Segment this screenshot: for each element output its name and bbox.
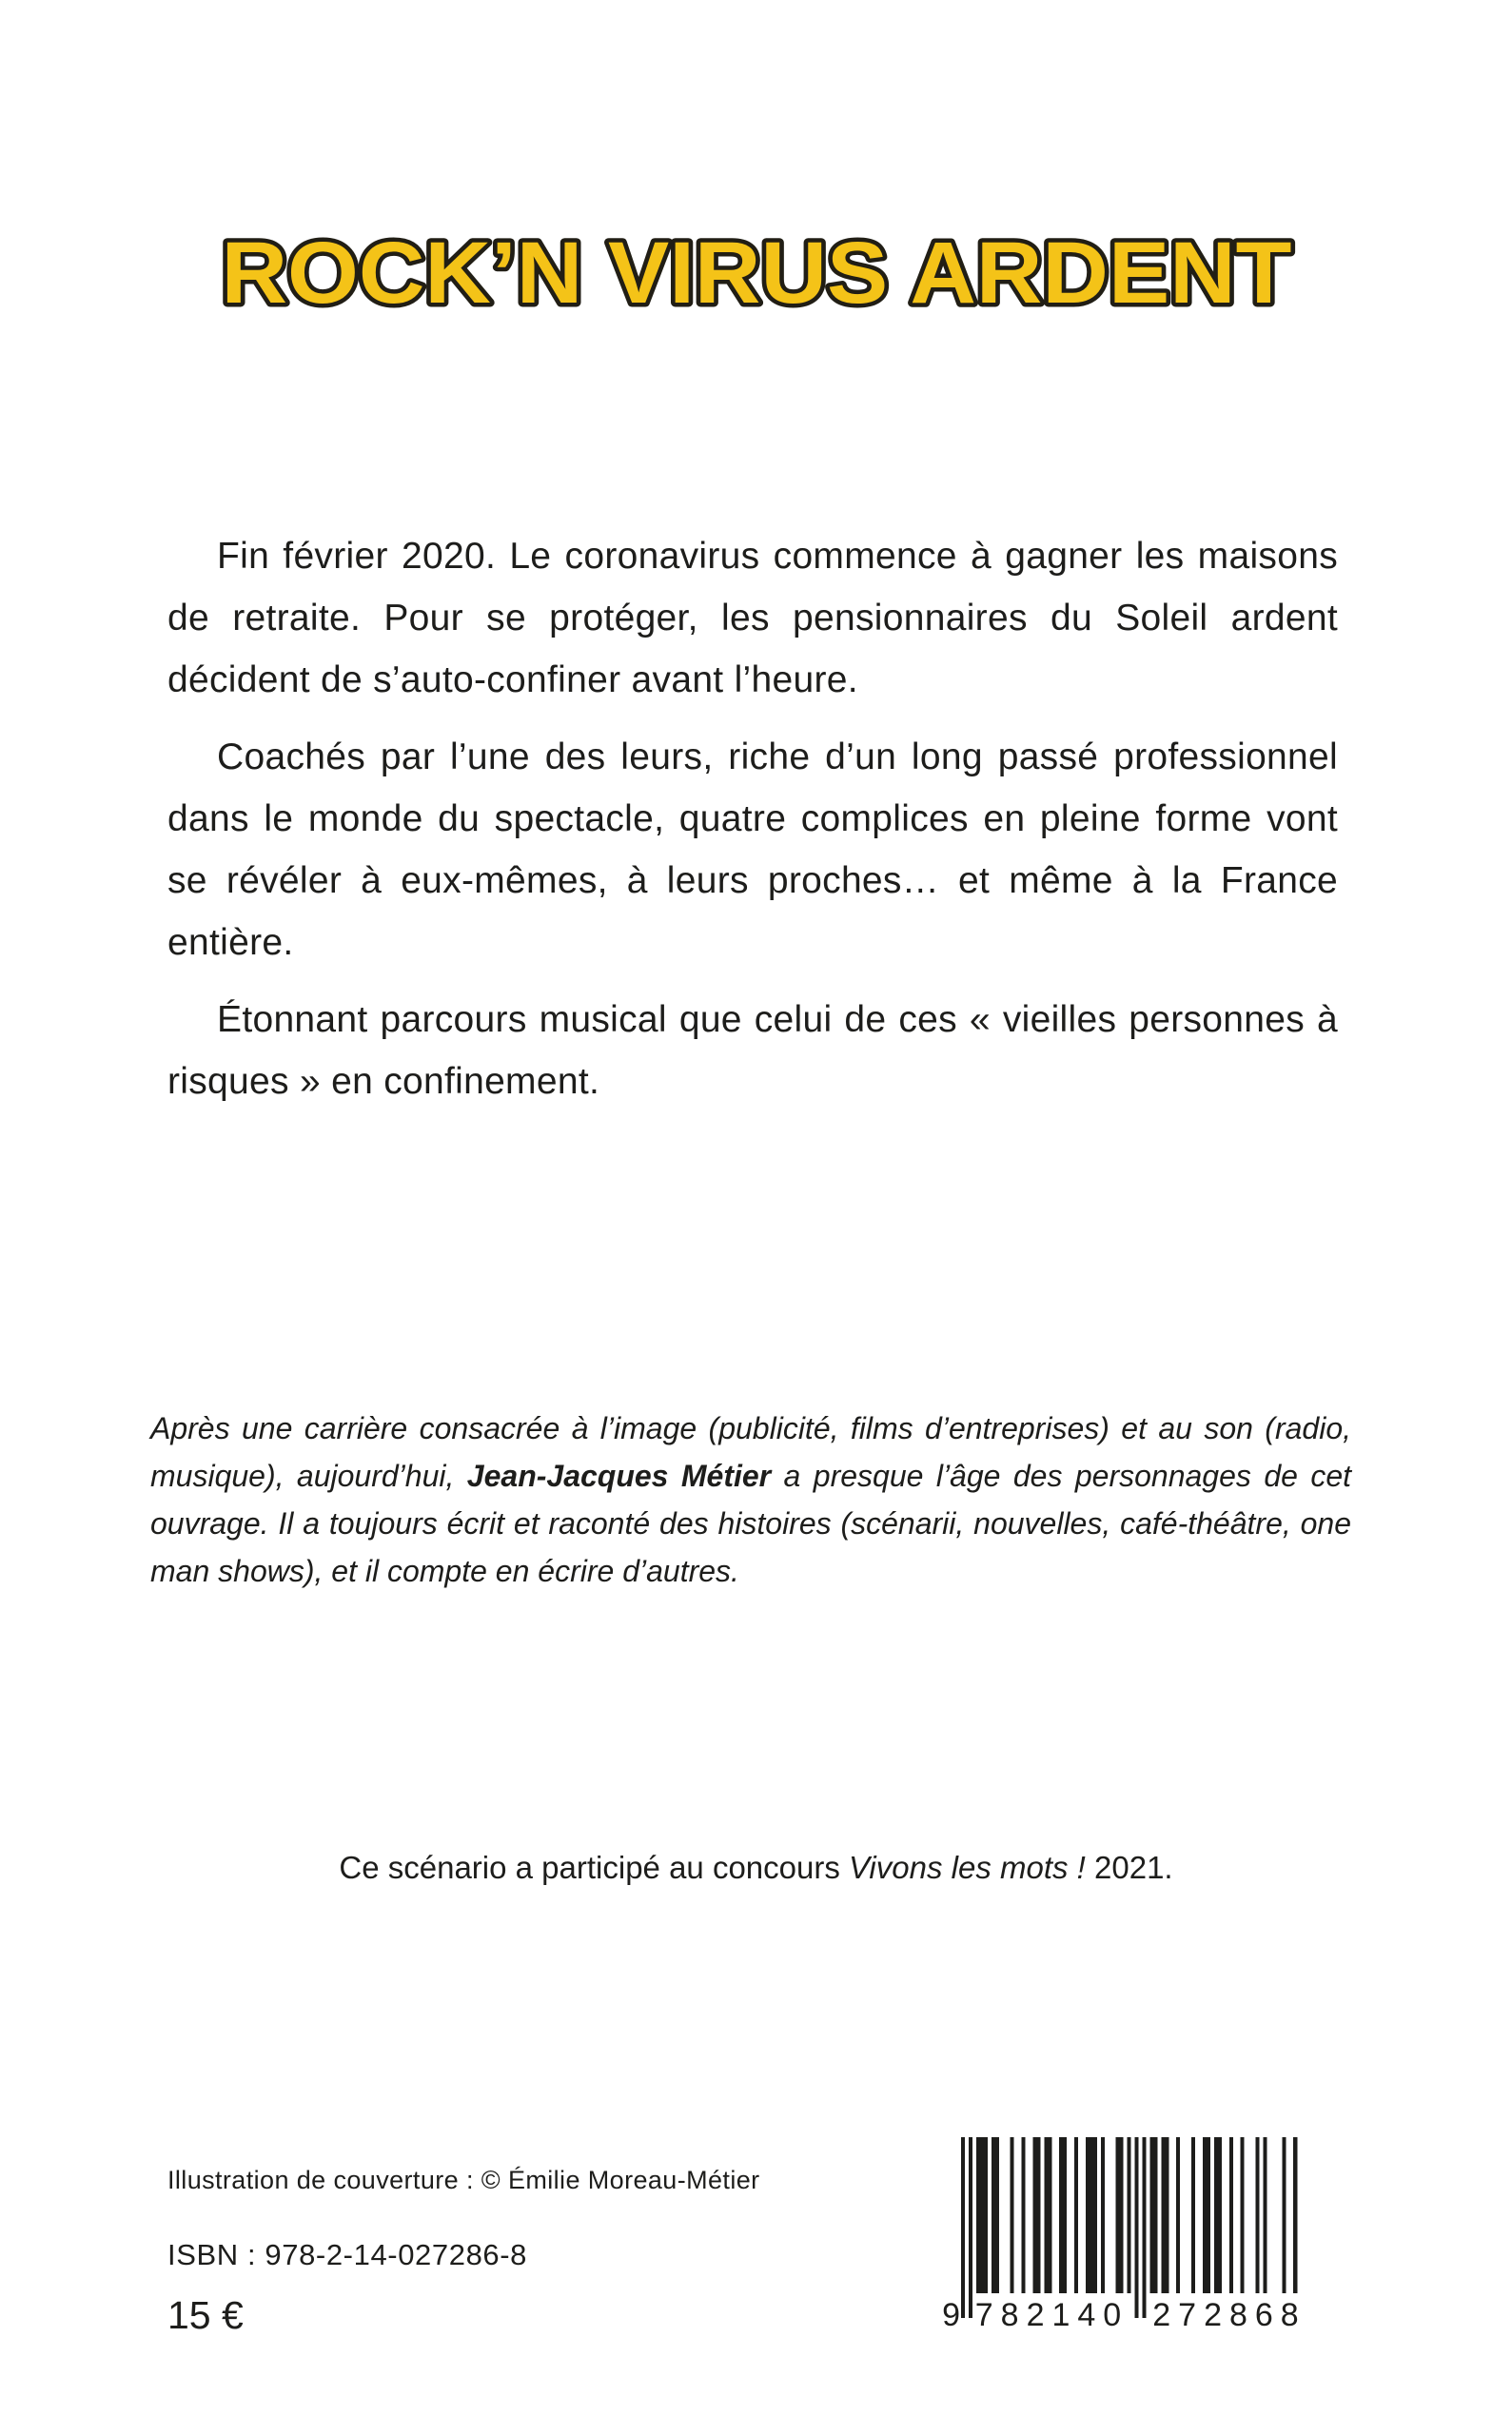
contest-text-before: Ce scénario a participé au concours [339,1850,850,1885]
barcode-bars [961,2137,1320,2318]
barcode [928,2137,1323,2339]
price-text: 15 € [167,2293,244,2337]
isbn-text: ISBN : 978-2-14-027286-8 [167,2238,528,2271]
barcode-digits-right: 272868 [1149,2293,1309,2337]
barcode-digits-left: 782140 [972,2293,1131,2337]
illustration-credit: Illustration de couverture : © Émilie Moreau-Métier [167,2166,760,2194]
synopsis-paragraph-3: Étonnant parcours musical que celui de ces « vieilles personnes à risques » en confinement. [167,999,1338,1102]
contest-note [0,1850,1512,1886]
bio-text-before: Après une carrière consacrée à l’image (publicité, films d’entreprises) et au son (radio, musique), aujourd’hui, [150,1411,1351,1493]
bio-text-after: a presque l’âge des personnages de cet ouvrage. Il a toujours écrit et raconté des histoires (scénarii, nouvelles, café-théâtre, one man shows), et il compte en écrire d’autres. [150,1459,1352,1588]
synopsis-paragraph-2: Coachés par l’une des leurs, riche d’un long passé professionnel dans le monde du spectacle, quatre complices en pleine forme vont se révéler à eux-mêmes, à leurs proches… et même à la France entière. [167,737,1338,963]
book-title-art [167,211,1346,325]
barcode-lead-digit: 9 [928,2293,960,2337]
page-title: ROCK’N VIRUS ARDENT [221,225,1291,322]
contest-text-after: 2021. [1085,1850,1173,1885]
synopsis-paragraph-1: Fin février 2020. Le coronavirus commence à gagner les maisons de retraite. Pour se protéger, les pensionnaires du Soleil ardent décident de s’auto-confiner avant l’heure. [167,536,1338,700]
contest-title: Vivons les mots ! [849,1850,1086,1885]
synopsis-block [167,525,1338,1128]
author-bio [150,1404,1351,1595]
author-name: Jean-Jacques Métier [466,1459,772,1493]
